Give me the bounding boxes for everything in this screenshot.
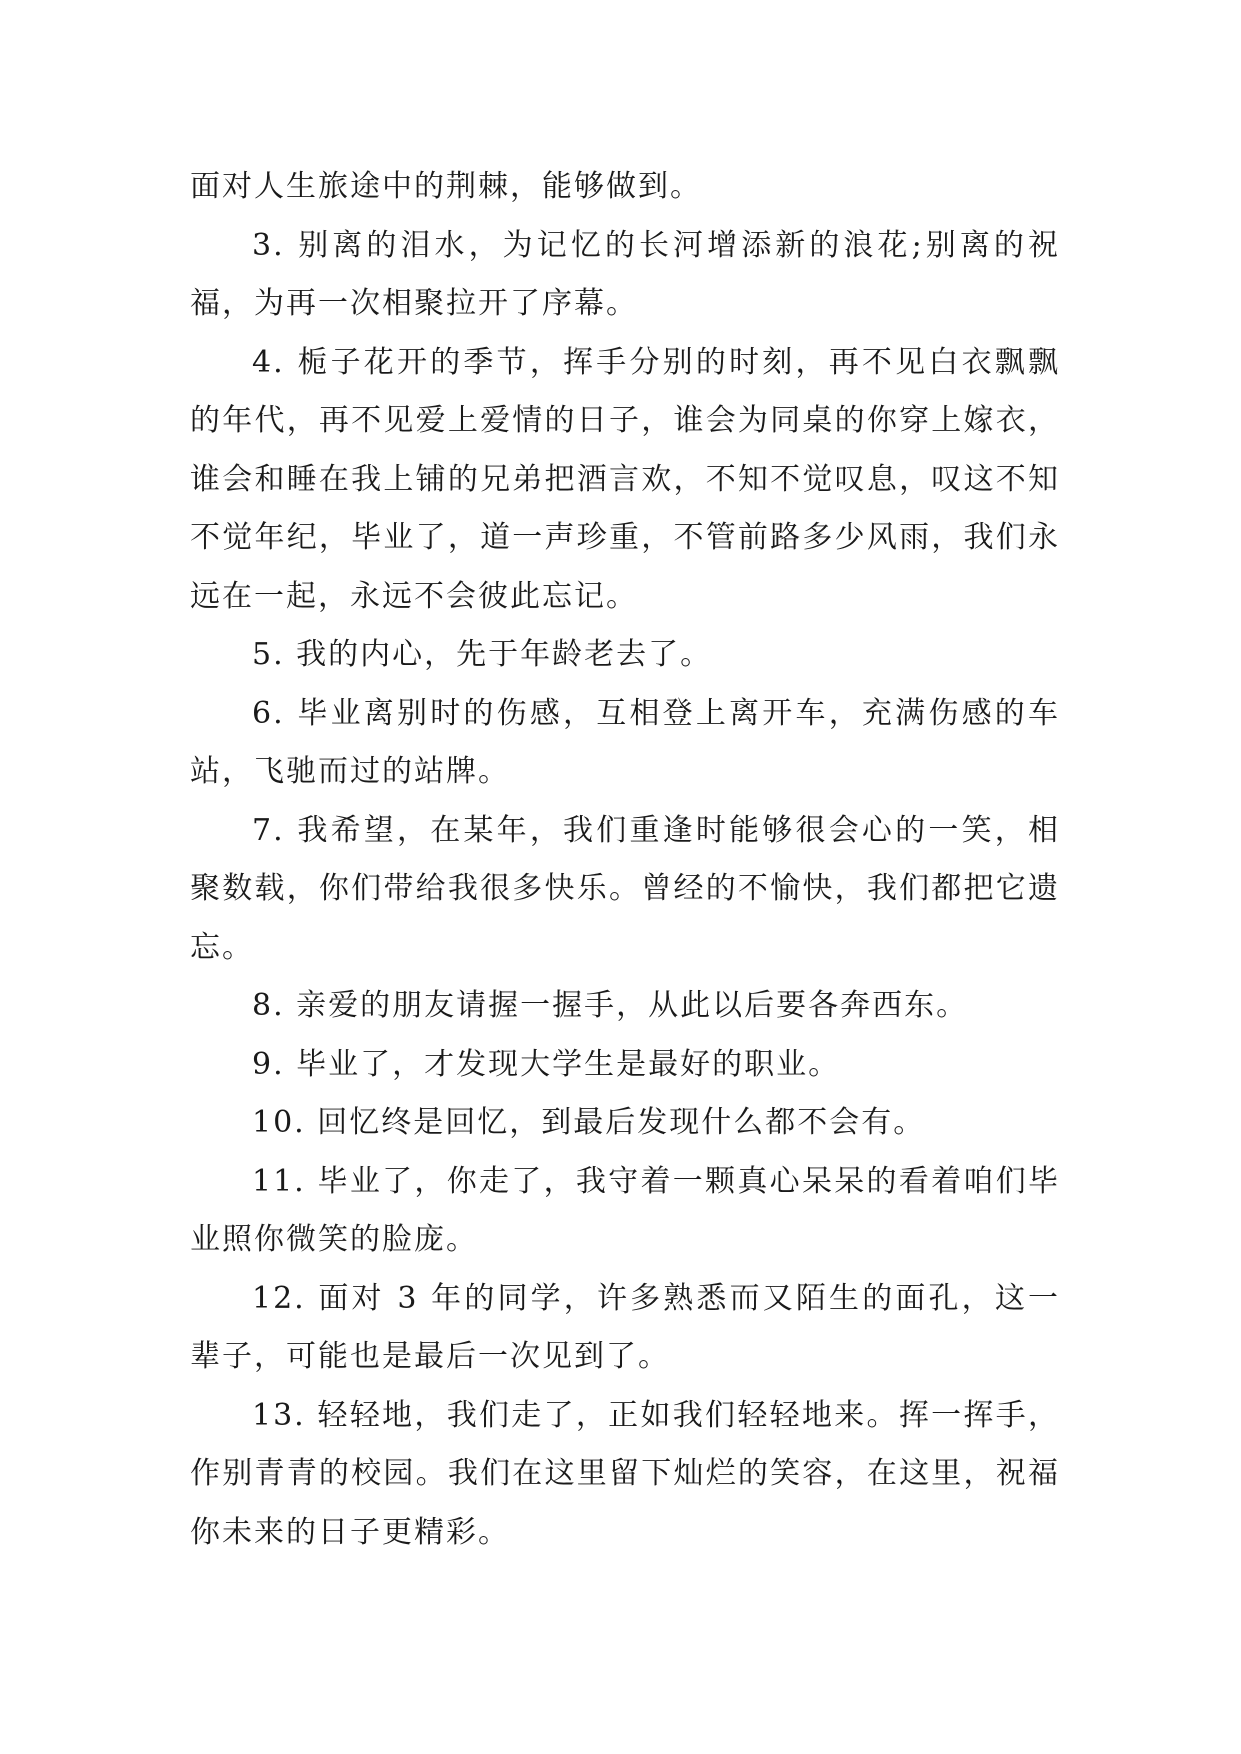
paragraph-item-3: 3. 别离的泪水，为记忆的长河增添新的浪花;别离的祝福，为再一次相聚拉开了序幕。 [190,227,1060,321]
paragraph-item-10: 10. 回忆终是回忆，到最后发现什么都不会有。 [252,1105,926,1140]
paragraph-item-13: 13. 轻轻地，我们走了，正如我们轻轻地来。挥一挥手，作别青青的校园。我们在这里留下灿烂的笑容，在这里，祝福你未来的日子更精彩。 [190,1397,1060,1550]
paragraph-item-6: 6. 毕业离别时的伤感，互相登上离开车，充满伤感的车站，飞驰而过的站牌。 [190,695,1060,789]
paragraph-item-8: 8. 亲爱的朋友请握一握手，从此以后要各奔西东。 [252,988,969,1023]
paragraph-item-4: 4. 栀子花开的季节，挥手分别的时刻，再不见白衣飘飘的年代，再不见爱上爱情的日子，谁会为同桌的你穿上嫁衣，谁会和睡在我上铺的兄弟把酒言欢，不知不觉叹息，叹这不知不觉年纪，毕业了，道一声珍重，不管前路多少风雨，我们永远在一起，永远不会彼此忘记。 [190,344,1060,614]
paragraph-item-9: 9. 毕业了，才发现大学生是最好的职业。 [252,1046,841,1082]
paragraph-item-11: 11. 毕业了，你走了，我守着一颗真心呆呆的看着咱们毕业照你微笑的脸庞。 [190,1163,1060,1257]
document-body [190,158,1060,1562]
paragraph-item-5: 5. 我的内心，先于年龄老去了。 [252,637,713,672]
paragraph-item-12: 12. 面对 3 年的同学，许多熟悉而又陌生的面孔，这一辈子，可能也是最后一次见到了。 [190,1280,1060,1374]
paragraph-continuation: 面对人生旅途中的荆棘，能够做到。 [190,169,702,204]
paragraph-item-7: 7. 我希望，在某年，我们重逢时能够很会心的一笑，相聚数载，你们带给我很多快乐。曾经的不愉快，我们都把它遗忘。 [190,812,1060,965]
